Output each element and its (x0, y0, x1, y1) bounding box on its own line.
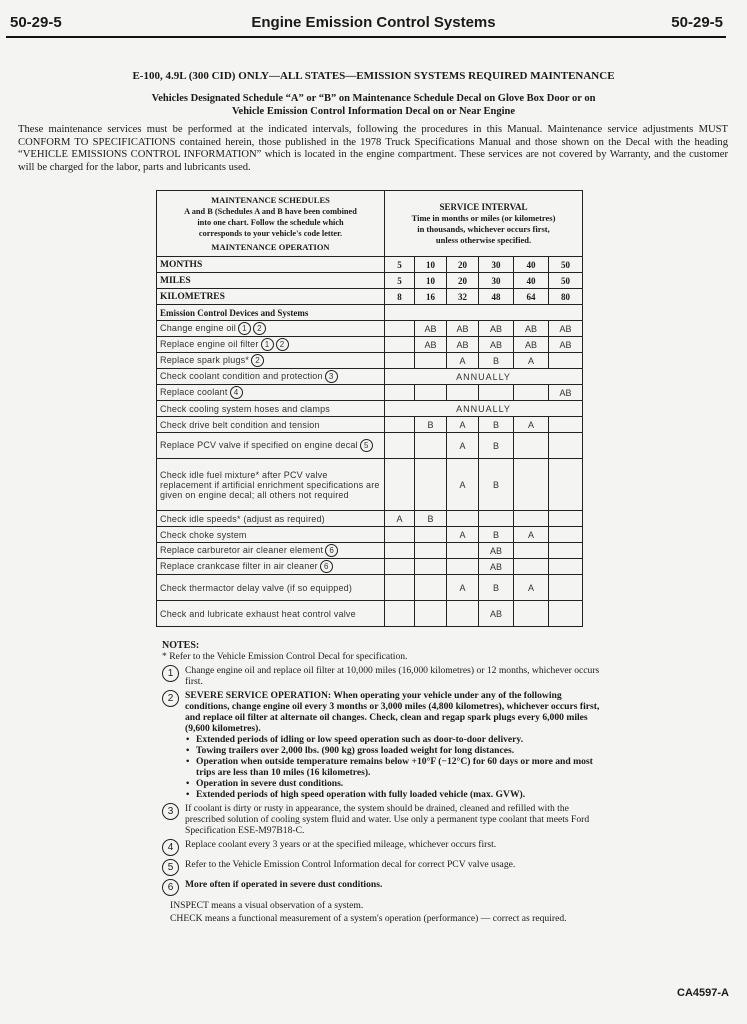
kilometres-value: 64 (514, 289, 549, 305)
interval-note-line-1: Time in months or miles (or kilometres) (411, 212, 556, 223)
note-star: * Refer to the Vehicle Emission Control Decal for specification. (162, 651, 408, 662)
months-value: 50 (549, 257, 583, 273)
kilometres-row (157, 289, 583, 305)
operation-label: Check idle fuel mixture* after PCV valve replacement if artificial enrichment specifications are given on engine decal; all others not required (160, 469, 380, 500)
section-subtitle-line-1: Vehicles Designated Schedule “A” or “B” on Maintenance Schedule Decal on Glove Box Door or on (151, 93, 596, 104)
months-row (157, 257, 583, 273)
interval-cell (549, 459, 583, 511)
note-reference-icon: 2 (251, 354, 264, 367)
interval-cell (415, 601, 447, 627)
months-value: 10 (415, 257, 447, 273)
interval-cell (549, 559, 583, 575)
operation-row (157, 337, 583, 353)
interval-cell: B (479, 433, 514, 459)
condition-item: • Towing trailers over 2,000 lbs. (900 kg) gross loaded weight for long distances. (196, 745, 602, 756)
operation-label: Replace crankcase filter in air cleaner (160, 560, 318, 571)
condition-item: • Operation in severe dust conditions. (196, 778, 602, 789)
operation-row (157, 321, 583, 337)
interval-cell (447, 385, 479, 401)
interval-cell: B (479, 527, 514, 543)
operation-cell (157, 459, 385, 511)
interval-cell (415, 559, 447, 575)
interval-cell: B (415, 417, 447, 433)
note-reference-icon: 4 (230, 386, 243, 399)
operation-row (157, 369, 583, 385)
interval-cell (447, 559, 479, 575)
interval-cell: AB (447, 337, 479, 353)
note-6 (162, 879, 602, 896)
miles-label: MILES (157, 273, 385, 289)
note-reference-icon: 5 (360, 439, 373, 452)
interval-cell (549, 575, 583, 601)
interval-cell (549, 353, 583, 369)
annually-cell: ANNUALLY (385, 369, 583, 385)
interval-cell: AB (415, 337, 447, 353)
operation-label: Replace carburetor air cleaner element (160, 544, 324, 555)
interval-cell (514, 385, 549, 401)
intro-paragraph: These maintenance services must be performed at the indicated intervals, following the procedures in this Manual. Maintenance service adjustments MUST CONFORM TO SPECIFICATIONS contained herein, those published in the 1978 Truck Specifications Manual and those shown on the Decal with the heading “VEHICLE EMISSIONS CONTROL INFORMATION” which is located in the engine compartment. These services are not covered by Warranty, and the customer will be charged for the labor, parts and lubricants used. (18, 124, 728, 173)
interval-cell (447, 511, 479, 527)
page-number-left: 50-29-5 (10, 14, 62, 31)
condition-item: • Operation when outside temperature remains below +10°F (−12°C) for 60 days or more and most trips are less than 10 miles (16 kilometres). (196, 756, 602, 778)
notes-heading: NOTES: (162, 640, 200, 651)
interval-cell: A (447, 353, 479, 369)
schedules-note (160, 206, 381, 239)
header-rule (6, 36, 726, 38)
operation-cell (157, 543, 385, 559)
interval-note-line-3: unless otherwise specified. (435, 234, 532, 245)
note-reference-icon: 1 (261, 338, 274, 351)
interval-cell (385, 459, 415, 511)
interval-cell (385, 543, 415, 559)
interval-cell: B (479, 353, 514, 369)
kilometres-value: 48 (479, 289, 514, 305)
interval-cell (514, 543, 549, 559)
operation-cell (157, 527, 385, 543)
interval-cell (447, 601, 479, 627)
operation-cell (157, 337, 385, 353)
emission-section-label: Emission Control Devices and Systems (157, 305, 385, 321)
note-1-text: Change engine oil and replace oil filter at 10,000 miles (16,000 kilometres) or 12 months, whichever occurs first. (185, 665, 600, 687)
interval-cell (385, 337, 415, 353)
note-3 (162, 803, 602, 836)
interval-cell: A (447, 527, 479, 543)
operation-row (157, 559, 583, 575)
interval-cell (385, 417, 415, 433)
note-4-text: Replace coolant every 3 years or at the specified mileage, whichever occurs first. (185, 839, 497, 850)
operation-cell (157, 417, 385, 433)
operation-row (157, 385, 583, 401)
interval-cell: AB (479, 559, 514, 575)
interval-title: SERVICE INTERVAL (439, 201, 528, 212)
months-value: 40 (514, 257, 549, 273)
schedules-title: MAINTENANCE SCHEDULES (211, 194, 330, 205)
interval-cell (514, 559, 549, 575)
months-value: 5 (385, 257, 415, 273)
interval-cell: A (514, 527, 549, 543)
kilometres-label: KILOMETRES (157, 289, 385, 305)
operation-label: Replace PCV valve if specified on engine decal (160, 439, 358, 450)
operation-cell (157, 369, 385, 385)
interval-cell (415, 433, 447, 459)
interval-cell (447, 543, 479, 559)
interval-cell (514, 511, 549, 527)
notes-section (162, 640, 602, 924)
interval-cell (514, 601, 549, 627)
note-reference-icon: 2 (253, 322, 266, 335)
kilometres-value: 80 (549, 289, 583, 305)
operation-label: Check and lubricate exhaust heat control valve (160, 608, 356, 619)
months-label: MONTHS (157, 257, 385, 273)
operation-cell (157, 433, 385, 459)
interval-cell: AB (514, 321, 549, 337)
interval-cell (415, 543, 447, 559)
note-4 (162, 839, 602, 856)
section-subtitle-line-2: Vehicle Emission Control Information Decal on or Near Engine (231, 106, 516, 117)
interval-cell: AB (479, 337, 514, 353)
interval-cell: B (415, 511, 447, 527)
interval-cell (415, 575, 447, 601)
interval-cell (549, 527, 583, 543)
note-3-text: If coolant is dirty or rusty in appearance, the system should be drained, cleaned and refilled with the prescribed solution of cooling system fluid and water. Use only a permanent type coolant that meets Ford Specification ESE-M97B18-C. (185, 803, 590, 836)
operation-label: Replace coolant (160, 386, 228, 397)
miles-value: 5 (385, 273, 415, 289)
operation-row (157, 575, 583, 601)
condition-item: • Extended periods of high speed operation with fully loaded vehicle (max. GVW). (196, 789, 602, 800)
service-interval-header-cell (385, 191, 583, 257)
operation-label: Check choke system (160, 529, 247, 540)
operations-body (157, 321, 583, 627)
operation-row (157, 353, 583, 369)
interval-cell (549, 433, 583, 459)
miles-value: 20 (447, 273, 479, 289)
note-5-text: Refer to the Vehicle Emission Control Information decal for correct PCV valve usage. (185, 859, 516, 870)
operation-cell (157, 601, 385, 627)
interval-cell (415, 459, 447, 511)
miles-value: 30 (479, 273, 514, 289)
interval-cell (549, 543, 583, 559)
operation-row (157, 401, 583, 417)
schedules-header-cell (157, 191, 385, 257)
operation-cell (157, 511, 385, 527)
interval-cell (479, 511, 514, 527)
operation-cell (157, 321, 385, 337)
interval-cell (415, 353, 447, 369)
operation-label: Check drive belt condition and tension (160, 419, 320, 430)
note-number-6: 6 (162, 879, 179, 896)
interval-cell (385, 575, 415, 601)
interval-cell (385, 527, 415, 543)
note-2-text: SEVERE SERVICE OPERATION: When operating your vehicle under any of the following conditions, change engine oil every 3 months or 3,000 miles (4,800 kilometres), whichever occurs first, and replace oil filter at alternate oil changes. Check, clean and regap spark plugs every 6,000 miles (9,600 kilometres). (185, 690, 600, 734)
note-reference-icon: 3 (325, 370, 338, 383)
interval-cell: A (447, 459, 479, 511)
interval-cell: AB (549, 337, 583, 353)
kilometres-value: 8 (385, 289, 415, 305)
maintenance-schedule-table (156, 190, 583, 627)
interval-cell (415, 385, 447, 401)
schedules-note-line-3: corresponds to your vehicle's code letter. (198, 228, 343, 238)
kilometres-value: 32 (447, 289, 479, 305)
check-definition: CHECK means a functional measurement of a system's operation (performance) — correct as required. (170, 913, 567, 924)
operation-cell (157, 401, 385, 417)
section-title: E-100, 4.9L (300 CID) ONLY—ALL STATES—EMISSION SYSTEMS REQUIRED MAINTENANCE (132, 70, 615, 82)
interval-cell: AB (549, 321, 583, 337)
interval-cell: AB (479, 601, 514, 627)
kilometres-value: 16 (415, 289, 447, 305)
operation-row (157, 527, 583, 543)
operation-label: Replace engine oil filter (160, 338, 259, 349)
operation-cell (157, 385, 385, 401)
note-1 (162, 665, 602, 687)
operation-label: Check idle speeds* (adjust as required) (160, 513, 325, 524)
interval-cell (385, 559, 415, 575)
operation-label: Check thermactor delay valve (if so equipped) (160, 582, 353, 593)
interval-cell: A (447, 433, 479, 459)
page-header-title: Engine Emission Control Systems (251, 14, 496, 31)
operation-row (157, 433, 583, 459)
note-number-3: 3 (162, 803, 179, 820)
annually-cell: ANNUALLY (385, 401, 583, 417)
note-number-2: 2 (162, 690, 179, 707)
note-reference-icon: 6 (320, 560, 333, 573)
interval-cell: B (479, 417, 514, 433)
interval-cell (385, 353, 415, 369)
operation-row (157, 543, 583, 559)
interval-cell (385, 433, 415, 459)
interval-cell (385, 321, 415, 337)
note-number-4: 4 (162, 839, 179, 856)
interval-cell (514, 433, 549, 459)
section-subtitle (0, 92, 747, 118)
interval-cell: A (447, 417, 479, 433)
operation-label: Check coolant condition and protection (160, 370, 323, 381)
operation-cell (157, 353, 385, 369)
operation-label: Replace spark plugs* (160, 354, 250, 365)
interval-cell (479, 385, 514, 401)
severe-conditions-list (162, 734, 602, 800)
note-number-1: 1 (162, 665, 179, 682)
interval-cell: A (514, 417, 549, 433)
schedules-note-line-1: A and B (Schedules A and B have been combined (184, 206, 357, 216)
condition-item: • Extended periods of idling or low speed operation such as door-to-door delivery. (196, 734, 602, 745)
interval-cell (415, 527, 447, 543)
operation-label: Change engine oil (160, 322, 236, 333)
interval-cell (514, 459, 549, 511)
interval-cell: A (385, 511, 415, 527)
interval-cell (549, 601, 583, 627)
note-reference-icon: 6 (325, 544, 338, 557)
months-value: 30 (479, 257, 514, 273)
interval-cell (549, 417, 583, 433)
page-number-right: 50-29-5 (671, 14, 723, 31)
interval-cell (385, 385, 415, 401)
operation-cell (157, 559, 385, 575)
miles-value: 50 (549, 273, 583, 289)
miles-value: 10 (415, 273, 447, 289)
interval-cell: AB (514, 337, 549, 353)
interval-cell: AB (415, 321, 447, 337)
interval-cell: A (514, 353, 549, 369)
operation-row (157, 417, 583, 433)
interval-cell (385, 601, 415, 627)
note-5 (162, 859, 602, 876)
interval-note-line-2: in thousands, whichever occurs first, (417, 223, 550, 234)
interval-cell: B (479, 459, 514, 511)
interval-cell (549, 511, 583, 527)
interval-cell: A (447, 575, 479, 601)
miles-value: 40 (514, 273, 549, 289)
interval-cell: AB (479, 543, 514, 559)
operation-title: MAINTENANCE OPERATION (211, 241, 330, 252)
operation-row (157, 601, 583, 627)
interval-cell: AB (479, 321, 514, 337)
interval-cell: AB (549, 385, 583, 401)
note-number-5: 5 (162, 859, 179, 876)
operation-cell (157, 575, 385, 601)
interval-cell: B (479, 575, 514, 601)
schedules-note-line-2: into one chart. Follow the schedule which (197, 217, 344, 227)
note-2 (162, 690, 602, 734)
interval-cell: A (514, 575, 549, 601)
interval-cell: AB (447, 321, 479, 337)
note-reference-icon: 2 (276, 338, 289, 351)
months-value: 20 (447, 257, 479, 273)
operation-row (157, 511, 583, 527)
note-6-text: More often if operated in severe dust conditions. (185, 879, 383, 890)
note-reference-icon: 1 (238, 322, 251, 335)
figure-code: CA4597-A (677, 987, 729, 999)
inspect-definition: INSPECT means a visual observation of a system. (170, 900, 364, 911)
operation-label: Check cooling system hoses and clamps (160, 403, 330, 414)
section-row-blank (385, 305, 583, 321)
miles-row (157, 273, 583, 289)
section-row (157, 305, 583, 321)
operation-row (157, 459, 583, 511)
